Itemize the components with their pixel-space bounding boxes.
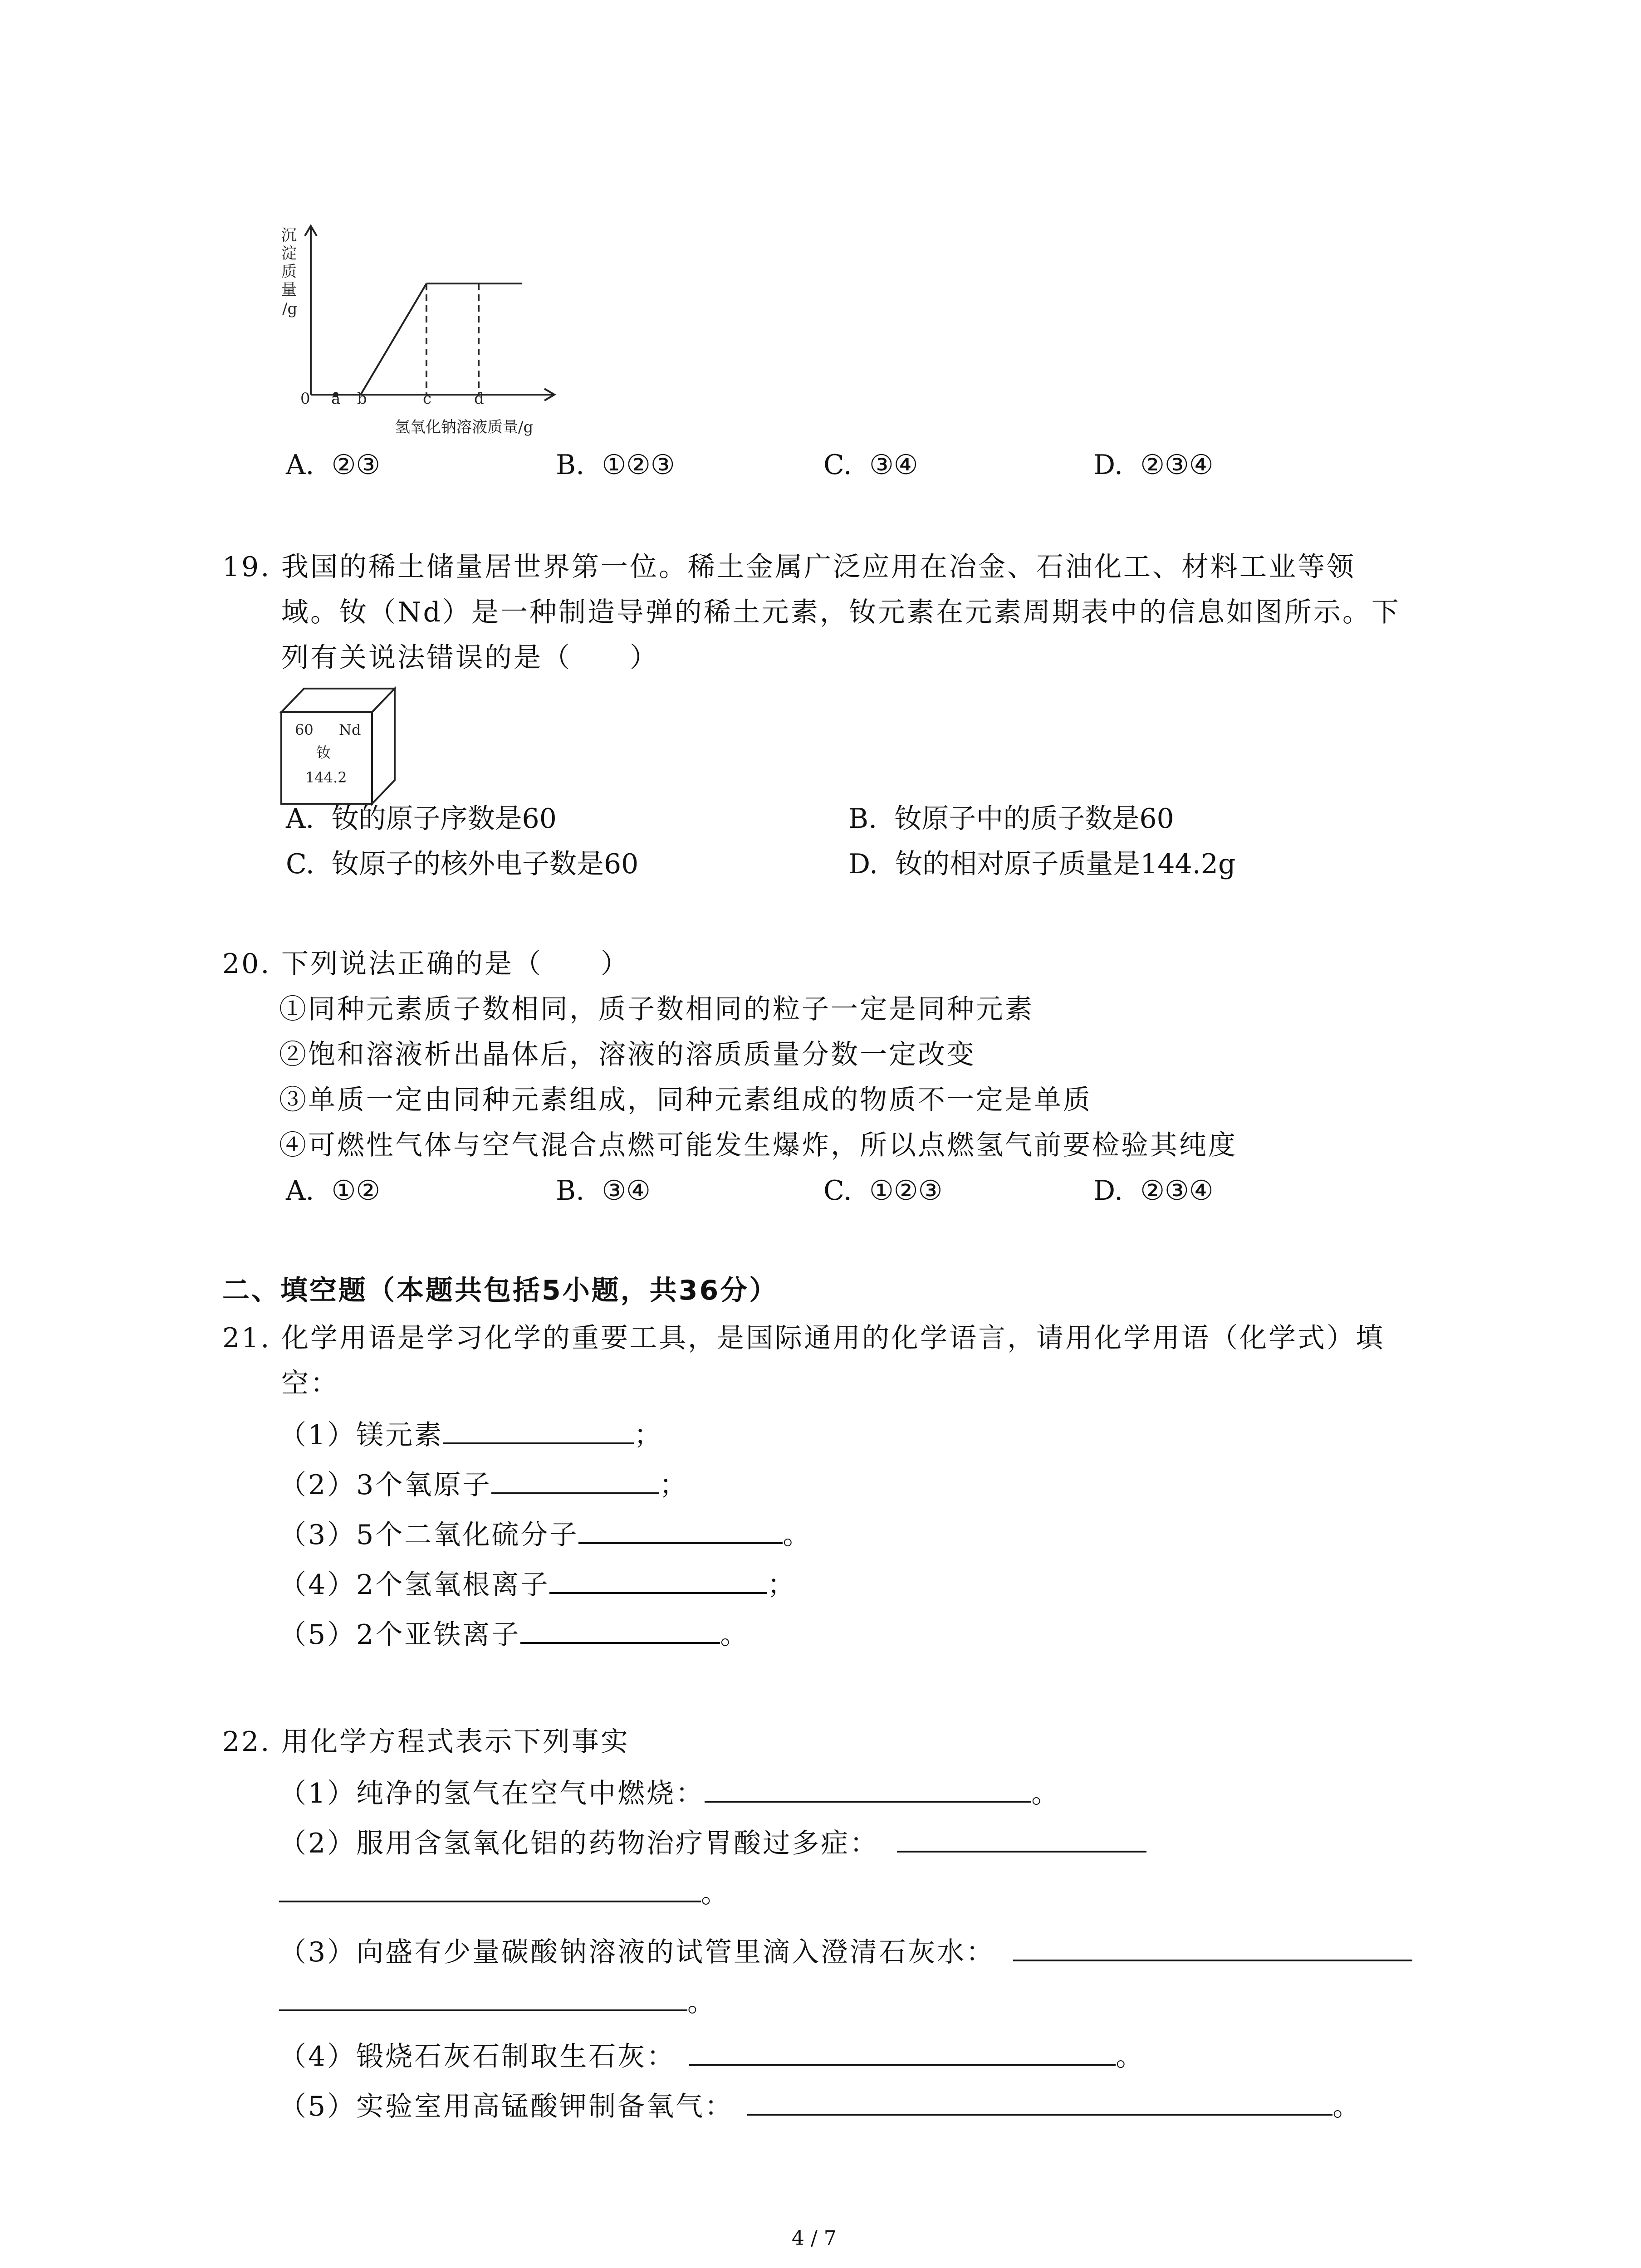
q20-number: 20. [222,948,271,980]
q21-item-2: （2）3个氧原子 ； [279,1465,688,1503]
q19-option-c: C. 钕原子的核外电子数是60 [286,848,639,880]
graph-tick-c: c [423,390,432,408]
answer-blank[interactable] [279,1873,701,1902]
graph-ylabel-4: 量 [281,281,297,299]
answer-blank[interactable] [443,1415,634,1444]
q22-item-1: （1）纯净的氢气在空气中燃烧： 。 [279,1774,1060,1812]
precipitate-graph [272,218,590,445]
q22-item-2: （2）服用含氢氧化铝的药物治疗胃酸过多症： [279,1823,1146,1862]
q18-option-c: C. ③④ [823,449,918,481]
q22-item-5: （5）实验室用高锰酸钾制备氧气： 。 [279,2087,1362,2125]
q18-option-b: B. ①②③ [556,449,675,481]
graph-ylabel-1: 沉 [281,226,297,244]
element-atomic-number: 60 [295,721,314,738]
section-heading: 二、填空题（本题共包括5小题，共36分） [222,1275,779,1306]
q20-option-d: D. ②③④ [1093,1175,1214,1207]
graph-tick-d: d [474,390,484,408]
q21-item-5: （5）2个亚铁离子 。 [279,1615,749,1653]
element-symbol: Nd [339,721,361,738]
q20-statement-4: ④可燃性气体与空气混合点燃可能发生爆炸，所以点燃氢气前要检验其纯度 [279,1129,1237,1161]
q20-option-b: B. ③④ [556,1175,651,1207]
answer-blank[interactable] [897,1823,1146,1853]
answer-blank[interactable] [549,1565,767,1594]
answer-blank[interactable] [279,1982,687,2011]
graph-tick-b: b [357,390,367,408]
q21-item-4: （4）2个氢氧根离子 ； [279,1565,796,1603]
q22-item-2-continuation: 。 [279,1873,730,1911]
graph-xlabel: 氢氧化钠溶液质量/g [395,418,534,436]
q19-stem-line-2: 域。钕（Nd）是一种制造导弹的稀土元素，钕元素在元素周期表中的信息如图所示。下 [281,596,1401,628]
graph-ylabel-3: 质 [281,263,297,281]
q19-option-a: A. 钕的原子序数是60 [286,803,557,835]
q19-number: 19. [222,551,271,583]
answer-blank[interactable] [491,1465,659,1494]
answer-blank[interactable] [689,2037,1116,2066]
q20-option-c: C. ①②③ [823,1175,943,1207]
q21-item-1: （1）镁元素 ； [279,1415,663,1453]
q20-statement-3: ③单质一定由同种元素组成，同种元素组成的物质不一定是单质 [279,1084,1092,1116]
q19-stem-line-1: 我国的稀土储量居世界第一位。稀土金属广泛应用在冶金、石油化工、材料工业等领 [281,551,1356,583]
q22-stem: 用化学方程式表示下列事实 [281,1726,630,1758]
q21-stem-line-1: 化学用语是学习化学的重要工具，是国际通用的化学语言，请用化学用语（化学式）填 [281,1322,1385,1354]
q22-item-4: （4）锻烧石灰石制取生石灰： 。 [279,2037,1145,2075]
answer-blank[interactable] [520,1615,720,1644]
q20-statement-2: ②饱和溶液析出晶体后，溶液的溶质质量分数一定改变 [279,1039,976,1070]
q18-option-a: A. ②③ [286,449,381,481]
q20-stem: 下列说法正确的是（ ） [281,948,630,980]
q19-option-b: B. 钕原子中的质子数是60 [848,803,1174,835]
q22-item-3: （3）向盛有少量碳酸钠溶液的试管里滴入澄清石灰水： [279,1932,1412,1970]
graph-tick-0: 0 [300,390,310,408]
q21-number: 21. [222,1322,271,1354]
page-number: 4 / 7 [792,2227,837,2250]
q22-item-3-continuation: 。 [279,1982,716,2020]
q22-number: 22. [222,1726,271,1758]
answer-blank[interactable] [578,1515,783,1544]
q21-stem-line-2: 空： [281,1368,339,1399]
graph-ylabel-2: 淀 [281,244,297,263]
graph-ylabel-5: /g [282,300,298,318]
element-mass: 144.2 [305,769,347,786]
q19-stem-line-3: 列有关说法错误的是（ ） [281,642,659,674]
q19-option-d: D. 钕的相对原子质量是144.2g [848,848,1236,880]
q20-statement-1: ①同种元素质子数相同，质子数相同的粒子一定是同种元素 [279,993,1034,1025]
answer-blank[interactable] [1013,1932,1412,1961]
q18-option-d: D. ②③④ [1093,449,1214,481]
graph-tick-a: a [331,390,341,408]
answer-blank[interactable] [747,2087,1332,2116]
answer-blank[interactable] [705,1774,1031,1803]
element-tile-nd [279,685,397,807]
element-name: 钕 [316,744,331,761]
q21-item-3: （3）5个二氧化硫分子 。 [279,1515,812,1553]
q20-option-a: A. ①② [286,1175,381,1207]
